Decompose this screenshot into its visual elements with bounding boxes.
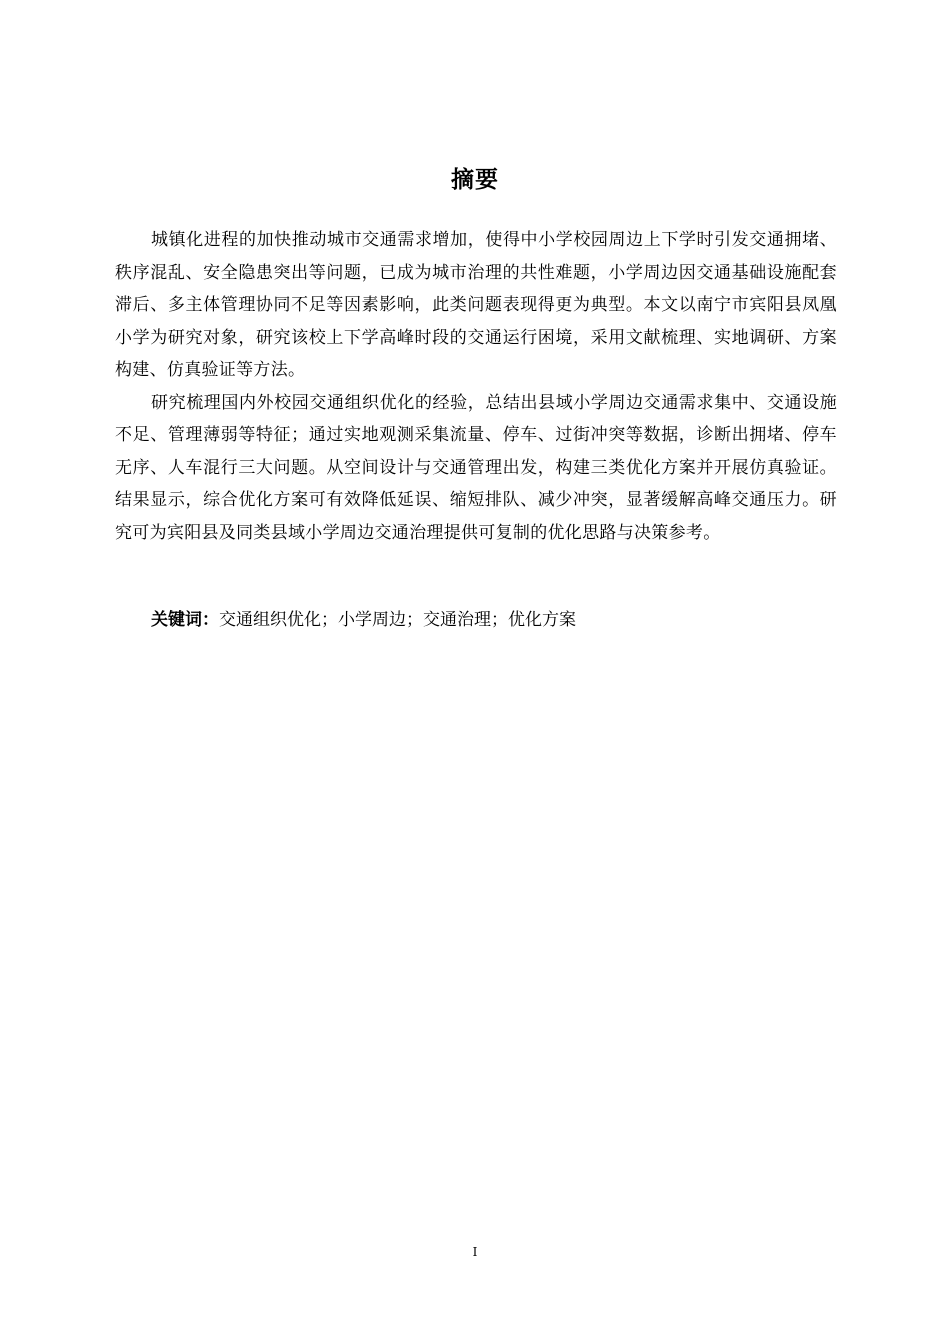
page-number: I bbox=[472, 1245, 478, 1259]
abstract-title: 摘要 bbox=[451, 167, 499, 193]
keywords-line bbox=[151, 606, 576, 634]
keywords-label: 关键词： bbox=[151, 610, 219, 630]
abstract-body bbox=[115, 224, 837, 549]
abstract-paragraph-2: 研究梳理国内外校园交通组织优化的经验，总结出县域小学周边交通需求集中、交通设施不足、管理薄弱等特征；通过实地观测采集流量、停车、过街冲突等数据，诊断出拥堵、停车无序、人车混行三大问题。从空间设计与交通管理出发，构建三类优化方案并开展仿真验证。结果显示，综合优化方案可有效降低延误、缩短排队、减少冲突，显著缓解高峰交通压力。研究可为宾阳县及同类县域小学周边交通治理提供可复制的优化思路与决策参考。 bbox=[115, 392, 837, 543]
keywords-text: 交通组织优化；小学周边；交通治理；优化方案 bbox=[219, 610, 576, 630]
abstract-paragraph-1: 城镇化进程的加快推动城市交通需求增加，使得中小学校园周边上下学时引发交通拥堵、秩序混乱、安全隐患突出等问题，已成为城市治理的共性难题，小学周边因交通基础设施配套滞后、多主体管理协同不足等因素影响，此类问题表现得更为典型。本文以南宁市宾阳县凤凰小学为研究对象，研究该校上下学高峰时段的交通运行困境，采用文献梳理、实地调研、方案构建、仿真验证等方法。 bbox=[115, 230, 837, 380]
